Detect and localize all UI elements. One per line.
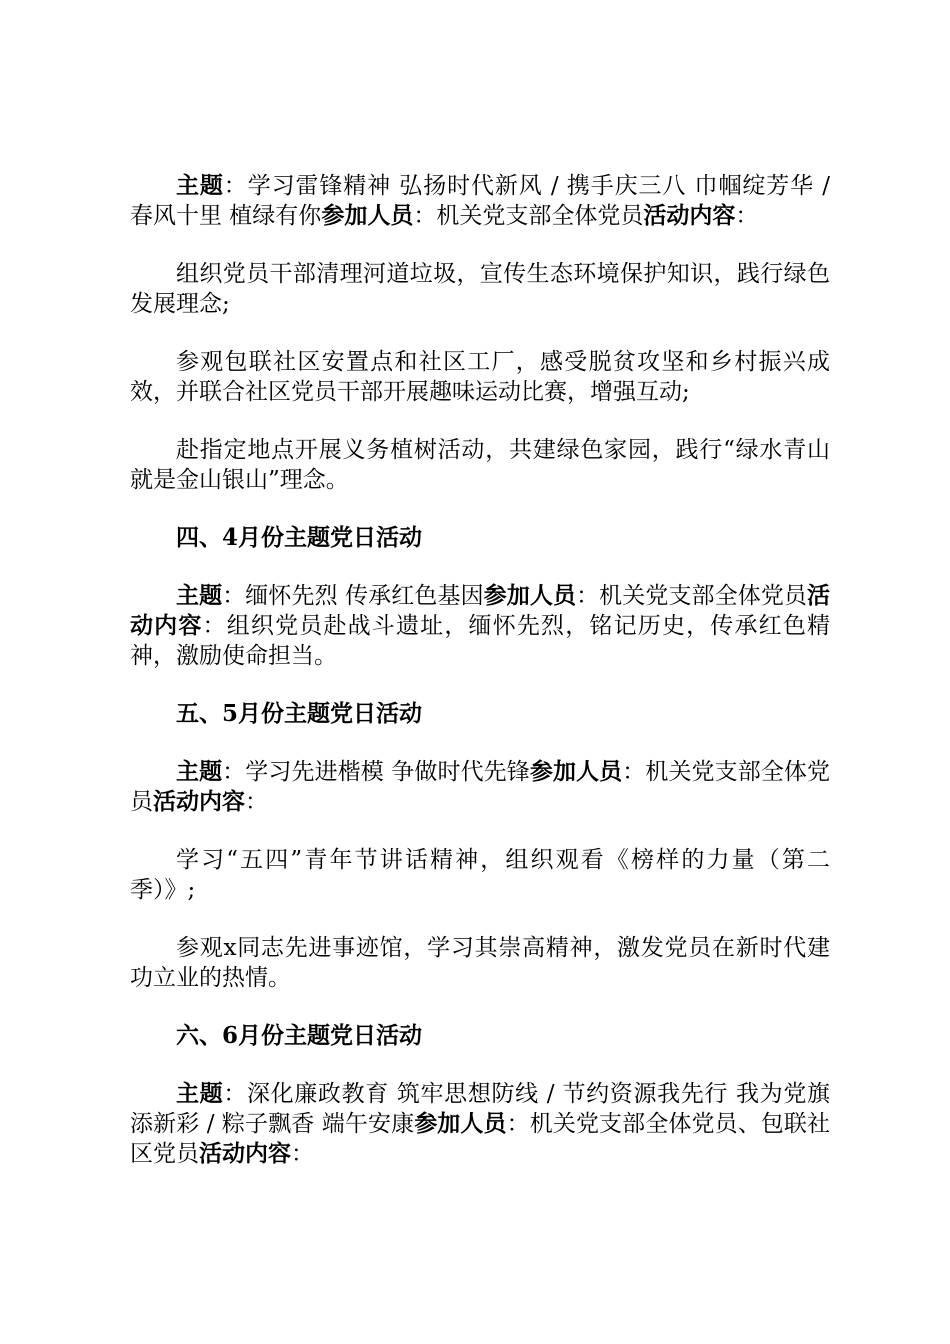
content-text: ： <box>735 203 759 229</box>
label-theme: 主题 <box>176 1080 224 1107</box>
content-text: ： <box>291 1141 314 1167</box>
label-participants: 参加人员 <box>483 582 577 609</box>
paragraph-may-fourth <box>130 845 830 905</box>
paragraph-march-theme <box>130 171 830 231</box>
label-theme: 主题 <box>176 172 224 199</box>
heading-text: 六、6月份主题党日活动 <box>176 1022 423 1049</box>
paragraph-june-theme <box>130 1079 830 1169</box>
body-text: 赴指定地点开展义务植树活动，共建绿色家园，践行“绿水青山就是金山银山”理念。 <box>130 437 830 493</box>
label-participants: 参加人员 <box>321 202 414 229</box>
heading-april <box>130 523 830 553</box>
label-theme: 主题 <box>176 582 223 609</box>
body-text: 参观x同志先进事迹馆，学习其崇高精神，激发党员在新时代建功立业的热情。 <box>130 935 830 991</box>
label-theme: 主题 <box>176 758 223 785</box>
participants-text: ：机关党支部全体党员、包联社区党员 <box>130 1111 831 1167</box>
heading-text: 五、5月份主题党日活动 <box>176 700 423 727</box>
label-content: 活动内容 <box>643 202 736 229</box>
theme-text: ：缅怀先烈 传承红色基因 <box>222 583 484 609</box>
participants-text: ：机关党支部全体党员 <box>130 759 831 815</box>
theme-text: ：学习雷锋精神 弘扬时代新风 / 携手庆三八 巾帼绽芳华 / 春风十里 植绿有你 <box>130 173 830 229</box>
content-text: ：组织党员赴战斗遗址，缅怀先烈，铭记历史，传承红色精神，激励使命担当。 <box>130 613 831 669</box>
content-text: ： <box>245 789 268 815</box>
body-text: 组织党员干部清理河道垃圾，宣传生态环境保护知识，践行绿色发展理念; <box>130 261 830 317</box>
label-participants: 参加人员 <box>529 758 623 785</box>
paragraph-river-cleanup <box>130 259 830 319</box>
document-page <box>130 171 830 1197</box>
body-text: 学习“五四”青年节讲话精神，组织观看《榜样的力量（第二季）》; <box>130 847 830 903</box>
theme-text: ：学习先进楷模 争做时代先锋 <box>222 759 530 785</box>
body-text: 参观包联社区安置点和社区工厂，感受脱贫攻坚和乡村振兴成效，并联合社区党员干部开展趣味运动比赛，增强互动; <box>130 349 830 405</box>
participants-text: ：机关党支部全体党员 <box>413 203 644 229</box>
label-content: 活动内容 <box>130 582 831 639</box>
paragraph-community-visit <box>130 347 830 407</box>
paragraph-april-theme <box>130 581 830 671</box>
paragraph-tree-planting <box>130 435 830 495</box>
participants-text: ：机关党支部全体党员 <box>576 583 808 609</box>
heading-text: 四、4月份主题党日活动 <box>176 524 423 551</box>
heading-june <box>130 1021 830 1051</box>
theme-text: ：深化廉政教育 筑牢思想防线 / 节约资源我先行 我为党旗添新彩 / 粽子飘香 端午安康 <box>130 1081 830 1137</box>
paragraph-museum-visit <box>130 933 830 993</box>
heading-may <box>130 699 830 729</box>
label-content: 活动内容 <box>153 788 245 815</box>
label-participants: 参加人员 <box>414 1110 507 1137</box>
paragraph-may-theme <box>130 757 830 817</box>
label-content: 活动内容 <box>199 1140 291 1167</box>
